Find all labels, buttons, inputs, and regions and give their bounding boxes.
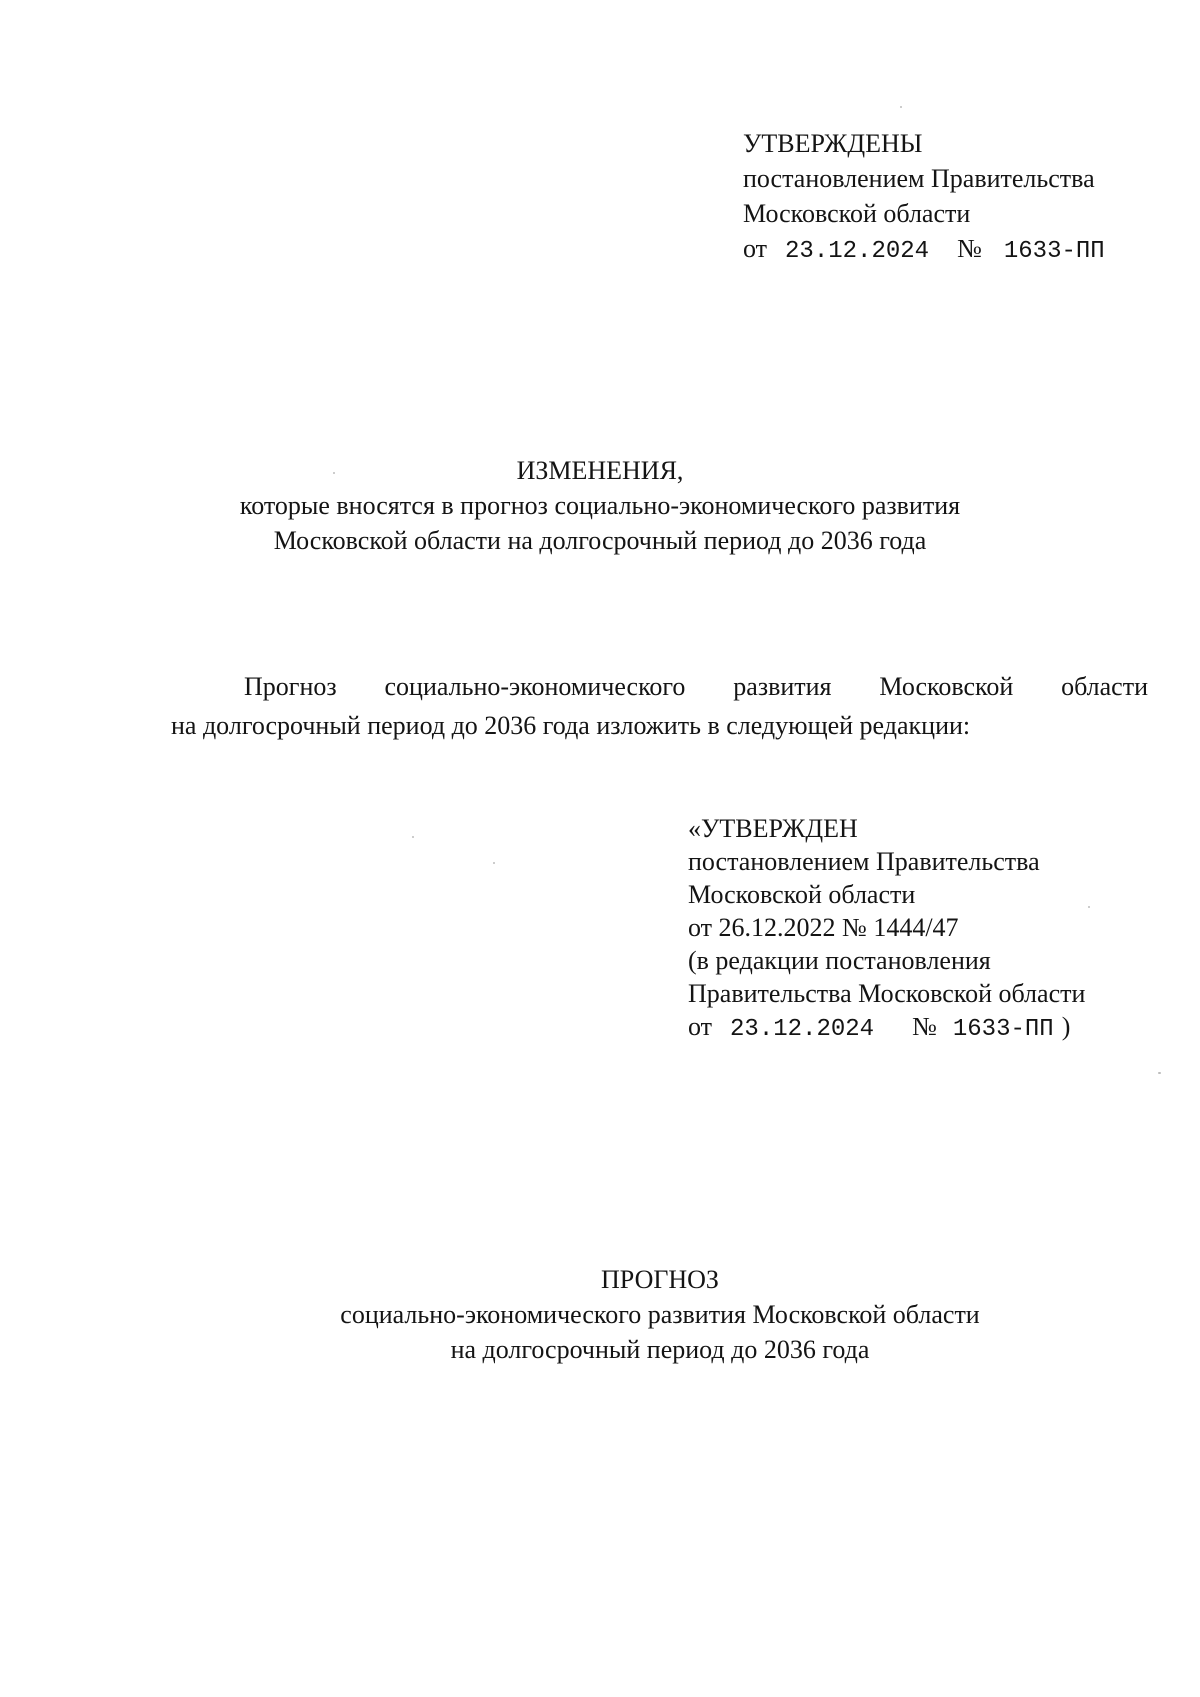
- inner-approval-number: 1633-ПП: [952, 1016, 1054, 1043]
- approval-date-prefix: от: [743, 234, 768, 263]
- inner-approval-date: 23.12.2024: [730, 1016, 875, 1043]
- forecast-subtitle-line-2: на долгосрочный период до 2036 года: [450, 1335, 870, 1364]
- scan-speck: [333, 472, 335, 474]
- forecast-subtitle-line-1: социально-экономического развития Московской области: [340, 1300, 980, 1329]
- body-paragraph: [171, 667, 1148, 745]
- inner-approval-heading: «УТВЕРЖДЕН: [688, 814, 858, 843]
- inner-approval-number-sign: №: [912, 1012, 937, 1041]
- approval-date: 23.12.2024: [785, 238, 930, 265]
- paragraph-line-1: Прогноз социально-экономического развития Московской области: [244, 672, 1148, 701]
- inner-approval-line-3: от 26.12.2022 № 1444/47: [688, 913, 959, 942]
- inner-approval-line-5: Правительства Московской области: [688, 979, 1086, 1008]
- inner-approval-line-1: постановлением Правительства: [688, 847, 1040, 876]
- approval-number-sign: №: [957, 234, 982, 263]
- changes-subtitle-line-2: Московской области на долгосрочный период до 2036 года: [273, 526, 927, 555]
- paragraph-line-2: на долгосрочный период до 2036 года изложить в следующей редакции:: [171, 711, 971, 740]
- scan-speck: [412, 836, 414, 838]
- forecast-title-block: [0, 1262, 1200, 1367]
- inner-approval-line-2: Московской области: [688, 880, 916, 909]
- approval-line-2: Московской области: [743, 199, 971, 228]
- inner-approval-line-4: (в редакции постановления: [688, 946, 991, 975]
- changes-title-block: [0, 453, 1200, 558]
- changes-subtitle-line-1: которые вносятся в прогноз социально-экономического развития: [239, 491, 961, 520]
- scan-speck: [1088, 906, 1090, 908]
- scan-speck: [1158, 1072, 1161, 1074]
- approval-heading: УТВЕРЖДЕНЫ: [743, 129, 923, 158]
- inner-approval-date-prefix: от: [688, 1012, 713, 1041]
- inner-approval-block: [688, 812, 1085, 1046]
- approval-number: 1633-ПП: [1003, 238, 1105, 265]
- approval-block: [743, 126, 1105, 269]
- approval-line-1: постановлением Правительства: [743, 164, 1095, 193]
- changes-title: ИЗМЕНЕНИЯ,: [516, 456, 684, 485]
- scan-speck: [900, 106, 902, 108]
- scan-speck: [493, 862, 495, 864]
- forecast-title: ПРОГНОЗ: [601, 1265, 719, 1294]
- inner-approval-closing: ): [1061, 1012, 1071, 1041]
- approval-date-line: [743, 231, 1105, 269]
- inner-approval-date-line: [688, 1010, 1085, 1046]
